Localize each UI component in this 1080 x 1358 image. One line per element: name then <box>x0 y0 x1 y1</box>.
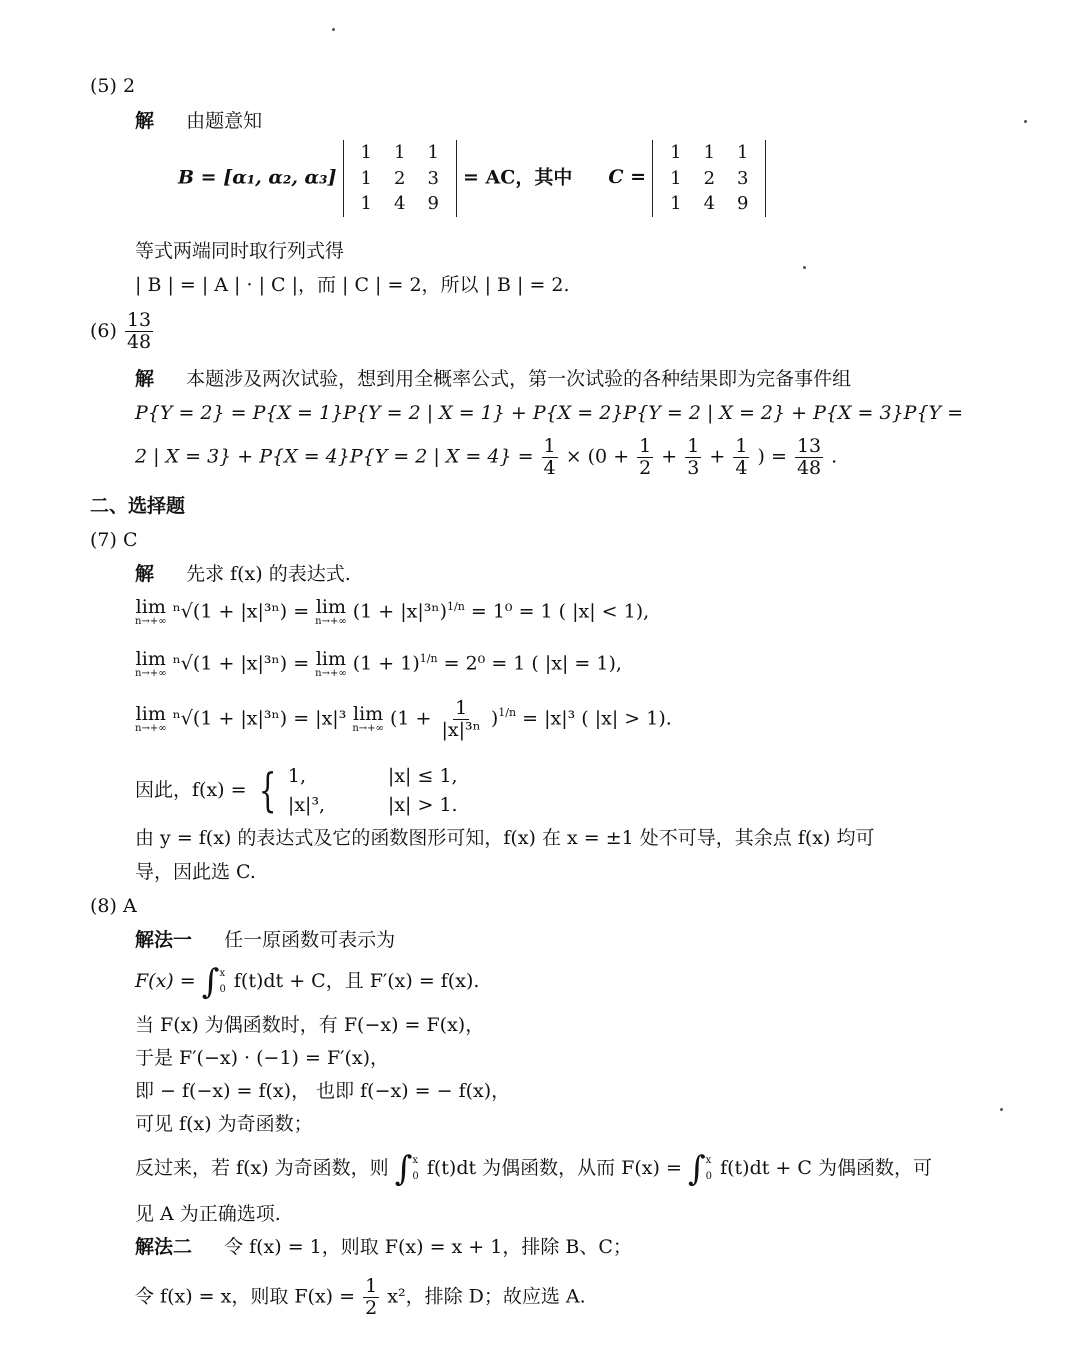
q8-line2: 当 F(x) 为偶函数时，有 F(−x) = F(x)， <box>135 1014 485 1036</box>
scan-speck <box>1000 1108 1003 1111</box>
q6-header <box>90 310 155 353</box>
q7-number: (7) C <box>90 529 138 551</box>
fraction-1-2: $\frac{1}{2}$ <box>639 435 652 479</box>
q7-intro: 先求 f(x) 的表达式. <box>186 563 351 585</box>
scan-speck <box>1024 120 1027 123</box>
q7-conclusion-b: 导，因此选 C. <box>135 861 256 883</box>
fraction-13-48: $\frac{13}{48}$ <box>796 435 822 479</box>
fraction-1-4: $\frac{1}{4}$ <box>543 435 556 479</box>
q6-answer-fraction: $\frac{13}{48}$ <box>126 309 152 353</box>
piecewise-cases: 1, |x| ≤ 1, |x|³, |x| > 1. <box>287 765 458 816</box>
scan-speck <box>803 266 806 269</box>
q6-solution <box>135 368 851 391</box>
matrix-c: 1 1 1 1 2 3 1 4 9 <box>652 140 766 217</box>
fraction-1-2-final: $\frac{1}{2}$ <box>365 1275 378 1319</box>
q8-line6: 反过来，若 f(x) 为奇函数，则 ∫ x 0 f(t)dt 为偶函数，从而 F(x) = ∫ x 0 f(t)dt + C 为偶函数，可 <box>135 1149 932 1189</box>
q8-method1-label: 解法一 <box>135 929 193 951</box>
fraction-1-3: $\frac{1}{3}$ <box>687 435 700 479</box>
q8-line8: 令 f(x) = x，则取 F(x) = $\frac{1}{2}$ x²，排除 D；故应选 A. <box>135 1275 586 1319</box>
fraction-1-4b: $\frac{1}{4}$ <box>735 435 748 479</box>
q8-method2: 解法二 令 f(x) = 1，则取 F(x) = x + 1，排除 B、C； <box>135 1236 632 1258</box>
q7-limit-row1: lim n→+∞ ⁿ√(1 + |x|³ⁿ) = lim n→+∞ (1 + |x|³ⁿ)1/n = 1⁰ = 1 ( |x| < 1), <box>135 596 650 627</box>
q5-intro: 由题意知 <box>186 110 263 132</box>
q5-solution <box>135 110 262 133</box>
q8-line1: F(x) = ∫ x 0 f(t)dt + C，且 F′(x) = f(x). <box>135 962 480 1002</box>
q6-number: (6) <box>90 319 117 342</box>
q6-intro: 本题涉及两次试验，想到用全概率公式，第一次试验的各种结果即为完备事件组 <box>186 368 852 390</box>
fraction-1-over-x3n: $\frac{1}{\text{|x|³ⁿ}}$ <box>441 697 481 741</box>
q8-number: (8) A <box>90 895 137 917</box>
q8-line7: 见 A 为正确选项. <box>135 1203 281 1225</box>
q7-conclusion-a: 由 y = f(x) 的表达式及它的函数图形可知，f(x) 在 x = ±1 处不可导，其余点 f(x) 均可 <box>135 827 875 849</box>
q6-formula-line2: 2 | X = 3} + P{X = 4}P{Y = 2 | X = 4} = $\frac{1}{4}$ × (0 + $\frac{1}{2}$ + $\frac{1}{3}$ + $\frac{1}{4}$ ) = $\frac{13}{48}$ . <box>135 435 838 479</box>
scan-speck <box>332 28 335 31</box>
q5-line3: | B | = | A | · | C |，而 | C | = 2，所以 | B | = 2. <box>135 274 570 296</box>
q5-mat-lhs: B = [α₁, α₂, α₃] <box>178 166 337 189</box>
q7-solution <box>135 563 351 586</box>
q5-matrix-equation <box>178 140 766 217</box>
q8-line5: 可见 f(x) 为奇函数； <box>135 1113 313 1135</box>
q7-jie: 解 <box>135 563 155 585</box>
q6-formula-line1: P{Y = 2} = P{X = 1}P{Y = 2 | X = 1} + P{X = 2}P{Y = 2 | X = 2} + P{X = 3}P{Y = <box>135 402 964 424</box>
q7-limit-row2: lim n→+∞ ⁿ√(1 + |x|³ⁿ) = lim n→+∞ (1 + 1)1/n = 2⁰ = 1 ( |x| = 1), <box>135 648 622 679</box>
q6-jie: 解 <box>135 368 155 390</box>
q7-piecewise: 因此，f(x) = { 1, |x| ≤ 1, |x|³, |x| > 1. <box>135 763 458 818</box>
q8-line4: 即 − f(−x) = f(x)， 也即 f(−x) = − f(x)， <box>135 1080 511 1102</box>
q5-eq-ac: = AC，其中 <box>462 166 573 189</box>
left-brace: { <box>258 763 277 818</box>
matrix-b-coefficients: 1 1 1 1 2 3 1 4 9 <box>343 140 457 217</box>
section-choice-questions: 二、选择题 <box>90 495 186 517</box>
q8-line3: 于是 F′(−x) · (−1) = F′(x)， <box>135 1047 389 1069</box>
q5-number: (5) 2 <box>90 75 136 97</box>
q8-method1: 解法一 任一原函数可表示为 <box>135 929 396 951</box>
q5-c-label: C = <box>608 166 647 189</box>
q5-jie: 解 <box>135 110 155 132</box>
q7-limit-row3: lim n→+∞ ⁿ√(1 + |x|³ⁿ) = |x|³ lim n→+∞ (1 + $\frac{1}{\text{|x|³ⁿ}}$ )1/n = |x|³ ( |x| > 1). <box>135 697 672 741</box>
q8-method2-label: 解法二 <box>135 1236 193 1258</box>
q5-line2: 等式两端同时取行列式得 <box>135 240 345 262</box>
